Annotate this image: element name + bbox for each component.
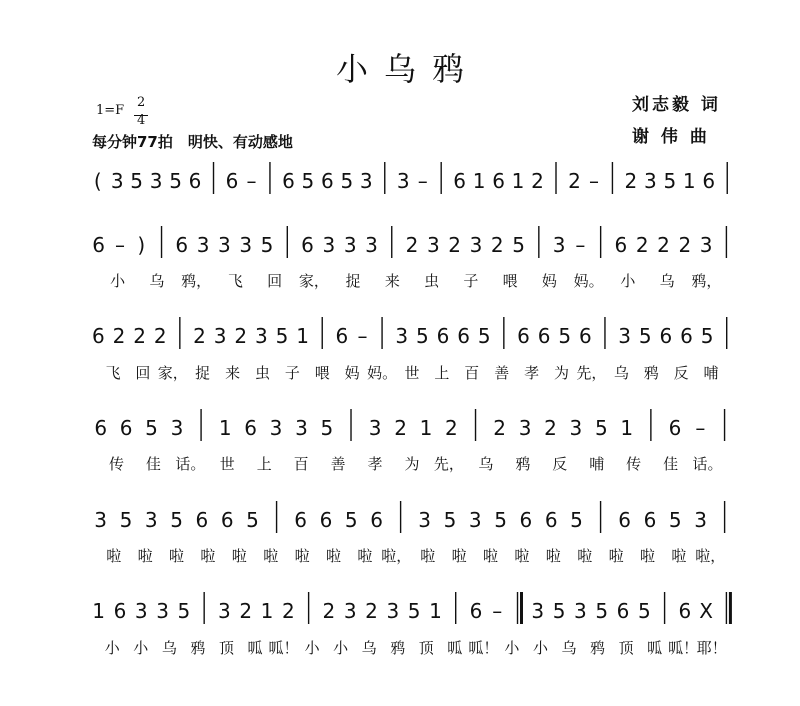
lyric-syllable: 啦 (608, 547, 624, 565)
note: 3 (295, 416, 308, 440)
note: 5 (407, 599, 421, 623)
lyric-syllable: 小 (504, 639, 520, 657)
note: 2 (405, 233, 419, 257)
lyric-syllable: 喂 (502, 272, 518, 290)
note: 3 (213, 324, 227, 348)
lyric-syllable: 啦 (545, 547, 561, 565)
note: 6 (113, 599, 127, 623)
note: 5 (637, 599, 651, 623)
note: 1 (296, 324, 309, 348)
lyric-syllable: 虫 (254, 364, 270, 382)
lyric-syllable: 百 (464, 364, 480, 382)
note: 5 (130, 169, 144, 193)
note: 3 (418, 508, 432, 532)
note: 1 (472, 169, 486, 193)
lyric-syllable: 呱！ (468, 639, 499, 657)
note: 6 (244, 416, 258, 440)
note: 6 (225, 169, 239, 193)
lyric-syllable: 小 (333, 639, 349, 657)
note: 2 (394, 416, 407, 440)
lyric-syllable: 鸦 (590, 639, 606, 657)
note: 5 (170, 508, 183, 532)
lyric-syllable: 乌 (361, 639, 377, 657)
lyric-syllable: 呱 (447, 639, 463, 657)
note: 3 (574, 599, 587, 623)
lyric-syllable: 啦 (106, 547, 122, 565)
note: 3 (395, 324, 409, 348)
note: 6 (616, 599, 630, 623)
note: 6 (195, 508, 209, 532)
note: 3 (156, 599, 169, 623)
note: 3 (469, 233, 483, 257)
lyric-syllable: 虫 (424, 272, 440, 290)
note: 3 (196, 233, 210, 257)
note: 3 (359, 169, 373, 193)
lyric-syllable: 反 (552, 455, 568, 473)
note: 1 (419, 416, 433, 440)
note: 5 (700, 324, 714, 348)
note: 2 (282, 599, 295, 623)
note: 3 (170, 416, 184, 440)
note: 2 (493, 416, 507, 440)
note: 6 (544, 508, 558, 532)
lyric-syllable: 顶 (618, 639, 634, 657)
lyric-syllable: 啦 (514, 547, 530, 565)
lyric-syllable: 妈 (541, 272, 557, 290)
key-signature: 1=F (96, 103, 125, 118)
note: 6 (680, 324, 693, 348)
note: 6 (453, 169, 467, 193)
note: 2 (531, 169, 544, 193)
note: 2 (234, 324, 248, 348)
note: 3 (694, 508, 707, 532)
note: – (588, 169, 599, 193)
note: 6 (91, 324, 105, 348)
note: 6 (320, 169, 334, 193)
note: ( (93, 169, 102, 193)
note: 3 (426, 233, 440, 257)
lyric-syllable: 话。 (692, 455, 723, 473)
lyric-syllable: 啦， (381, 547, 412, 565)
note: 2 (365, 599, 378, 623)
lyric-syllable: 小 (110, 272, 126, 290)
note: 5 (320, 416, 334, 440)
note: 3 (618, 324, 631, 348)
note: 6 (282, 169, 295, 193)
note: 3 (468, 508, 482, 532)
note: 3 (531, 599, 545, 623)
lyric-syllable: 先， (576, 364, 607, 382)
lyric-syllable: 乌 (659, 272, 675, 290)
lyric-syllable: 呱！ (668, 639, 699, 657)
lyric-syllable: 传 (626, 455, 642, 473)
note: 5 (512, 233, 525, 257)
lyric-syllable: 啦， (695, 547, 726, 565)
note: 6 (614, 233, 628, 257)
lyric-syllable: 世 (404, 364, 420, 382)
lyric-syllable: 啦 (482, 547, 499, 565)
note: 3 (322, 233, 336, 257)
note: 3 (110, 169, 124, 193)
note: 3 (368, 416, 382, 440)
note: 2 (624, 169, 638, 193)
lyric-syllable: 小 (133, 639, 149, 657)
note: 3 (144, 508, 158, 532)
note: 2 (133, 324, 146, 348)
note: 2 (544, 416, 557, 440)
note: 2 (657, 233, 670, 257)
lyric-syllable: 妈。 (573, 272, 604, 290)
lyric-syllable: 上 (434, 364, 450, 382)
lyric-syllable: 啦 (263, 547, 279, 565)
note: 1 (429, 599, 442, 623)
note: 2 (678, 233, 692, 257)
note: 5 (275, 324, 289, 348)
note: 6 (537, 324, 551, 348)
lyric-syllable: 乌 (478, 455, 494, 473)
lyric-syllable: 子 (284, 364, 300, 382)
note: 2 (445, 416, 458, 440)
lyric-syllable: 飞 (227, 272, 243, 290)
lyric-syllable: 来 (225, 364, 241, 382)
note: 6 (175, 233, 189, 257)
note: 3 (396, 169, 410, 193)
lyric-syllable: 回 (267, 272, 283, 290)
lyric-syllable: 反 (673, 364, 689, 382)
note: 5 (344, 508, 358, 532)
lyricist-credit: 刘志毅 词 (632, 95, 721, 115)
note: 3 (569, 416, 583, 440)
note: 1 (682, 169, 696, 193)
lyric-syllable: 啦 (231, 547, 247, 565)
note: 6 (294, 508, 307, 532)
lyric-syllable: 喂 (314, 364, 330, 382)
note: 6 (92, 233, 106, 257)
note: 3 (343, 233, 357, 257)
lyric-syllable: 孝 (367, 455, 383, 473)
lyric-syllable: 百 (293, 455, 309, 473)
lyric-syllable: 先， (433, 455, 464, 473)
note: 3 (644, 169, 657, 193)
lyric-syllable: 啦 (200, 547, 216, 565)
note: 6 (370, 508, 383, 532)
lyric-syllable: 呱！ (268, 639, 299, 657)
note: 5 (145, 416, 158, 440)
note: 6 (643, 508, 657, 532)
lyric-syllable: 上 (256, 455, 272, 473)
lyric-syllable: 哺 (703, 364, 719, 382)
lyric-syllable: 善 (330, 455, 346, 473)
lyric-syllable: 回 (135, 364, 151, 382)
note: – (417, 169, 428, 193)
note: 2 (153, 324, 167, 348)
lyric-syllable: 乌 (161, 639, 177, 657)
lyric-syllable: 小 (304, 639, 320, 657)
lyric-syllable: 啦 (357, 547, 373, 565)
lyric-syllable: 鸦 (643, 364, 659, 382)
lyric-syllable: 佳 (663, 455, 679, 473)
lyric-syllable: 妈。 (367, 364, 398, 382)
note: 3 (518, 416, 532, 440)
note: 1 (620, 416, 634, 440)
lyric-syllable: 鸦 (190, 639, 206, 657)
note: 6 (301, 233, 314, 257)
note: 6 (668, 416, 682, 440)
lyric-syllable: 传 (108, 455, 124, 473)
note: 5 (246, 508, 259, 532)
lyric-syllable: 子 (463, 272, 479, 290)
lyric-syllable: 捉 (345, 272, 361, 290)
tempo-marking: 每分钟77拍 明快、有动感地 (92, 133, 293, 151)
lyric-syllable: 家， (298, 272, 329, 290)
note: 3 (218, 233, 231, 257)
lyric-syllable: 为 (404, 455, 420, 473)
note: 6 (578, 324, 592, 348)
lyric-syllable: 啦 (294, 547, 310, 565)
note: 6 (678, 599, 692, 623)
lyric-syllable: 小 (620, 272, 636, 290)
note: – (575, 233, 586, 257)
note: 5 (570, 508, 583, 532)
note: 6 (335, 324, 349, 348)
note: 3 (239, 233, 253, 257)
note: 1 (92, 599, 106, 623)
note: 6 (319, 508, 333, 532)
lyric-syllable: 飞 (105, 364, 121, 382)
note: 3 (386, 599, 400, 623)
note: 5 (340, 169, 354, 193)
lyric-syllable: 鸦 (515, 455, 531, 473)
lyric-syllable: 捉 (195, 364, 211, 382)
note: 1 (260, 599, 274, 623)
lyric-syllable: 佳 (145, 455, 161, 473)
note: 6 (94, 416, 108, 440)
note: 3 (134, 599, 148, 623)
note: – (695, 416, 706, 440)
lyric-syllable: 家， (157, 364, 188, 382)
lyric-syllable: 小 (104, 639, 120, 657)
note: 5 (663, 169, 677, 193)
note: 6 (517, 324, 530, 348)
note: 6 (119, 416, 133, 440)
note: 3 (94, 508, 108, 532)
note: – (246, 169, 257, 193)
note: 2 (568, 169, 581, 193)
lyric-syllable: 世 (219, 455, 235, 473)
note: 5 (443, 508, 457, 532)
lyric-syllable: 啦 (420, 547, 436, 565)
note: 5 (595, 599, 609, 623)
note: 6 (492, 169, 505, 193)
note: 5 (415, 324, 429, 348)
lyric-syllable: 顶 (418, 639, 434, 657)
lyric-syllable: 孝 (524, 364, 540, 382)
note: 5 (169, 169, 182, 193)
note: 6 (659, 324, 673, 348)
note: 1 (511, 169, 525, 193)
lyric-syllable: 来 (384, 272, 400, 290)
note: 5 (301, 169, 315, 193)
note: 3 (365, 233, 378, 257)
lyric-syllable: 啦 (577, 547, 593, 565)
note: 5 (594, 416, 608, 440)
lyric-syllable: 善 (494, 364, 510, 382)
lyric-syllable: 啦 (137, 547, 153, 565)
lyric-syllable: 哺 (589, 455, 605, 473)
note: 6 (519, 508, 533, 532)
note: 3 (254, 324, 268, 348)
lyric-syllable: 啦 (168, 547, 185, 565)
note: 3 (552, 233, 566, 257)
note: – (492, 599, 503, 623)
note: 5 (477, 324, 491, 348)
lyric-syllable: 啦 (325, 547, 342, 565)
lyric-syllable: 鸦， (181, 272, 212, 290)
note: 3 (699, 233, 713, 257)
lyric-syllable: 啦 (451, 547, 467, 565)
lyric-syllable: 耶！ (696, 639, 727, 657)
note: 2 (193, 324, 206, 348)
lyric-syllable: 鸦 (390, 639, 406, 657)
note: ) (137, 233, 146, 257)
note: 6 (436, 324, 450, 348)
note: 3 (218, 599, 231, 623)
note: 6 (220, 508, 234, 532)
note: 1 (218, 416, 232, 440)
lyric-syllable: 呱 (647, 639, 663, 657)
note: 5 (668, 508, 682, 532)
note: 5 (494, 508, 507, 532)
note: 5 (260, 233, 274, 257)
lyric-syllable: 小 (532, 639, 548, 657)
note: 2 (448, 233, 461, 257)
note: 2 (239, 599, 253, 623)
lyric-syllable: 乌 (613, 364, 629, 382)
note: 6 (469, 599, 483, 623)
lyric-syllable: 鸦， (691, 272, 722, 290)
note: 6 (457, 324, 470, 348)
note: 2 (322, 599, 336, 623)
note: 5 (552, 599, 566, 623)
note: 5 (119, 508, 133, 532)
lyric-syllable: 乌 (149, 272, 165, 290)
lyric-syllable: 呱 (247, 639, 263, 657)
note: – (357, 324, 368, 348)
lyric-syllable: 妈 (344, 364, 360, 382)
lyric-syllable: 啦 (639, 547, 656, 565)
note: 6 (618, 508, 631, 532)
note: – (114, 233, 125, 257)
page-title: 小乌鸦 (335, 50, 480, 88)
note: 5 (638, 324, 652, 348)
lyric-syllable: 为 (554, 364, 570, 382)
time-signature-top: 2 (137, 95, 146, 110)
note: 3 (343, 599, 357, 623)
composer-credit: 谢 伟 曲 (632, 127, 710, 147)
lyric-syllable: 啦 (671, 547, 687, 565)
lyric-syllable: 话。 (175, 455, 206, 473)
note: 6 (188, 169, 202, 193)
note: 3 (149, 169, 163, 193)
note: 5 (558, 324, 572, 348)
note: X (699, 599, 714, 623)
time-signature-bottom: 4 (137, 113, 146, 128)
lyric-syllable: 乌 (561, 639, 577, 657)
note: 2 (112, 324, 126, 348)
note: 2 (490, 233, 504, 257)
lyric-syllable: 顶 (218, 639, 234, 657)
note: 6 (702, 169, 716, 193)
note: 2 (635, 233, 649, 257)
note: 5 (177, 599, 191, 623)
note: 3 (269, 416, 283, 440)
